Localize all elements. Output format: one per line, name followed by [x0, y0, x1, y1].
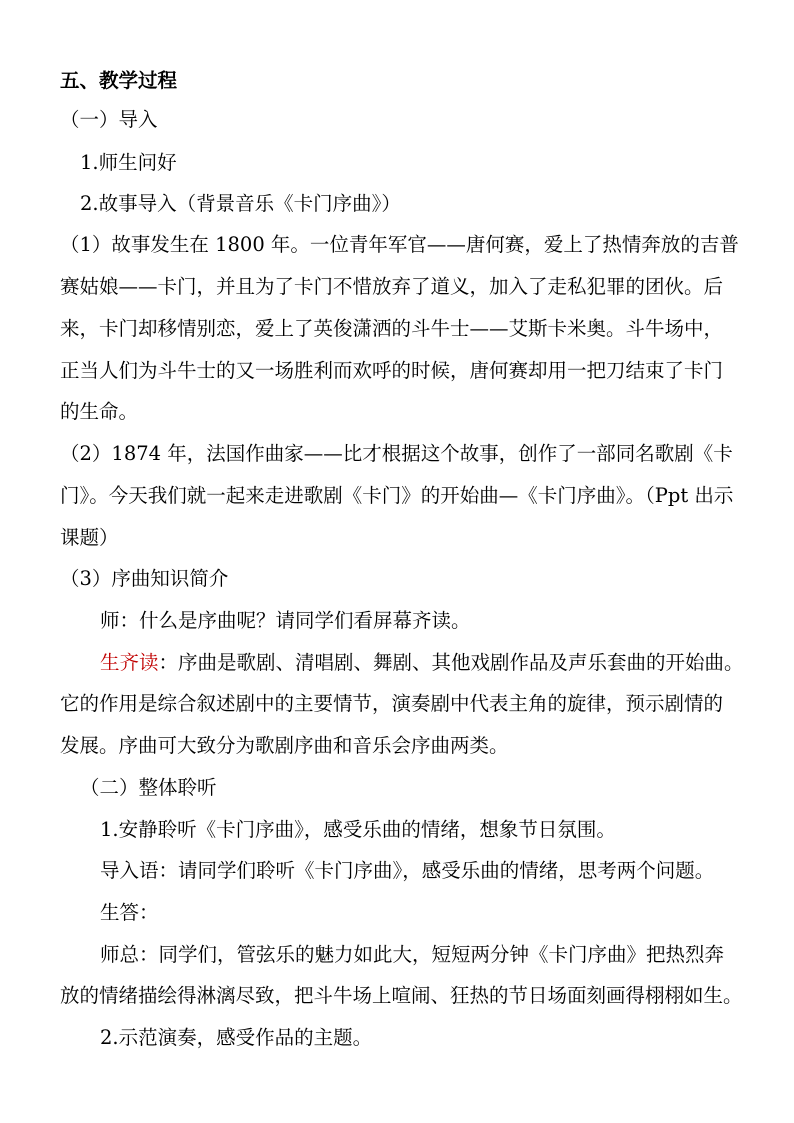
story-line-4: 正当人们为斗牛士的又一场胜利而欢呼的时候，唐何赛却用一把刀结束了卡门: [60, 359, 724, 382]
story-line-1: （1）故事发生在 1800 年。一位青年军官——唐何赛，爱上了热情奔放的吉普: [60, 233, 739, 256]
part2-heading: （二）整体聆听: [80, 776, 217, 799]
student-reading-line-3: 发展。序曲可大致分为歌剧序曲和音乐会序曲两类。: [60, 734, 509, 757]
overture-heading: （3）序曲知识简介: [60, 567, 229, 590]
opera-line-3: 课题）: [60, 526, 119, 549]
story-line-5: 的生命。: [60, 400, 139, 423]
part2-intro: 导入语：请同学们聆听《卡门序曲》，感受乐曲的情绪，思考两个问题。: [100, 859, 715, 882]
story-line-3: 来，卡门却移情别恋，爱上了英俊潇洒的斗牛士——艾斯卡米奥。斗牛场中，: [60, 317, 724, 340]
student-read-text: ：序曲是歌剧、清唱剧、舞剧、其他戏剧作品及声乐套曲的开始曲。: [158, 651, 744, 674]
summary-line-1: 师总：同学们，管弦乐的魅力如此大，短短两分钟《卡门序曲》把热烈奔: [100, 943, 725, 966]
student-read-label: 生齐读: [100, 651, 159, 674]
section-title: 五、教学过程: [60, 69, 178, 92]
part2-item2: 2.示范演奏，感受作品的主题。: [100, 1026, 373, 1049]
student-reading-line-2: 它的作用是综合叙述剧中的主要情节，演奏剧中代表主角的旋律，预示剧情的: [60, 692, 724, 715]
part1-heading: （一）导入: [60, 108, 158, 131]
opera-line-1: （2）1874 年，法国作曲家——比才根据这个故事，创作了一部同名歌剧《卡: [60, 442, 733, 465]
part2-answer: 生答：: [100, 901, 159, 924]
teacher-question: 师：什么是序曲呢？请同学们看屏幕齐读。: [100, 609, 471, 632]
part1-item2: 2.故事导入（背景音乐《卡门序曲》）: [80, 192, 401, 215]
summary-line-2: 放的情绪描绘得淋漓尽致，把斗牛场上喧闹、狂热的节日场面刻画得栩栩如生。: [60, 984, 743, 1007]
part2-item1: 1.安静聆听《卡门序曲》，感受乐曲的情绪，想象节日氛围。: [100, 818, 616, 841]
part1-item1: 1.师生问好: [80, 151, 177, 174]
opera-line-2: 门》。今天我们就一起来走进歌剧《卡门》的开始曲—《卡门序曲》。（Ppt 出示: [60, 484, 734, 507]
student-reading-line-1: [100, 653, 744, 673]
story-line-2: 赛姑娘——卡门，并且为了卡门不惜放弃了道义，加入了走私犯罪的团伙。后: [60, 275, 724, 298]
